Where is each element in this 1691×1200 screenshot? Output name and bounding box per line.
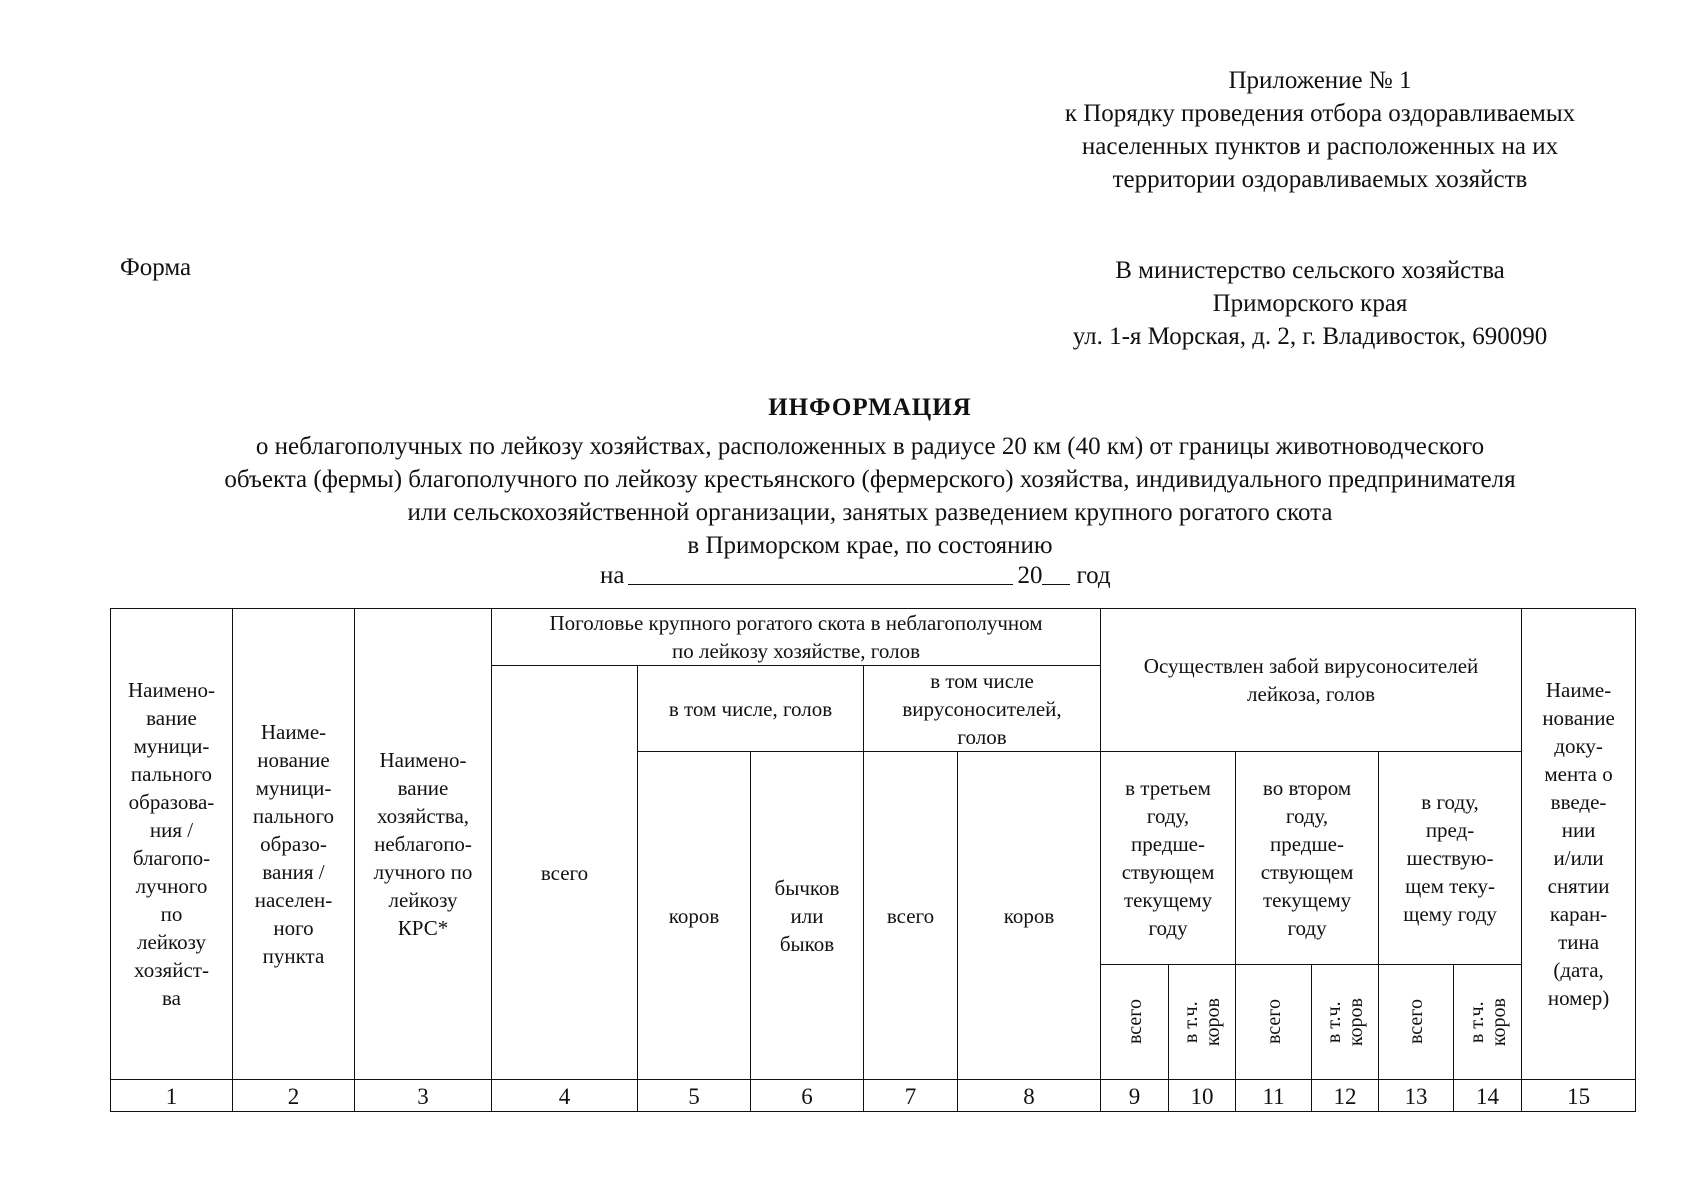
column-number-row <box>111 1080 1636 1112</box>
column-number: 5 <box>638 1080 751 1112</box>
info-table <box>110 608 1636 1112</box>
header-y1-cows: в т.ч. коров <box>1454 965 1522 1080</box>
appendix-line: Приложение № 1 <box>1228 67 1412 94</box>
date-year: 20 <box>1017 562 1043 589</box>
header-second-year: во втором году, предше- ствующем текущему году <box>1236 752 1379 965</box>
header-y2-cows: в т.ч. коров <box>1312 965 1379 1080</box>
column-number: 13 <box>1379 1080 1454 1112</box>
date-suffix: год <box>1076 562 1111 589</box>
header-cows: коров <box>638 752 751 1080</box>
subtitle-line: о неблагополучных по лейкозу хозяйствах, расположенных в радиусе 20 км (40 км) от границы животноводческого <box>255 433 1485 460</box>
header-slaughter-group: Осуществлен забой вирусоносителей лейкоза, голов <box>1101 609 1522 752</box>
header-third-year: в третьем году, предше- ствующем текущему году <box>1101 752 1236 965</box>
column-number: 9 <box>1101 1080 1169 1112</box>
header-y1-total: всего <box>1379 965 1454 1080</box>
column-number: 12 <box>1312 1080 1379 1112</box>
addressee-line: Приморского края <box>1212 290 1408 317</box>
column-number: 14 <box>1454 1080 1522 1112</box>
document-subtitle <box>100 430 1640 562</box>
header-bulls: бычков или быков <box>751 752 864 1080</box>
column-number: 2 <box>233 1080 355 1112</box>
header-y3-total: всего <box>1101 965 1169 1080</box>
column-number: 7 <box>864 1080 958 1112</box>
header-incl-carriers: в том числе вирусоносителей, голов <box>864 666 1101 752</box>
addressee <box>1020 254 1600 353</box>
header-carriers-cows: коров <box>958 752 1101 1080</box>
form-label: Форма <box>120 254 192 281</box>
appendix-line: территории оздоравливаемых хозяйств <box>1112 166 1528 193</box>
header-municipality-farm: Наимено- вание муници- пального образова- ния / благопо- лучного по лейкозу хозяйст- ва <box>111 609 233 1080</box>
appendix-line: к Порядку проведения отбора оздоравливаемых <box>1064 100 1576 127</box>
column-number: 10 <box>1169 1080 1236 1112</box>
column-number: 1 <box>111 1080 233 1112</box>
header-livestock-total: всего <box>492 666 638 1080</box>
column-number: 11 <box>1236 1080 1312 1112</box>
subtitle-line: или сельскохозяйственной организации, занятых разведением крупного рогатого скота <box>407 499 1333 526</box>
column-number: 15 <box>1522 1080 1636 1112</box>
date-prefix: на <box>600 562 625 589</box>
header-y3-cows: в т.ч. коров <box>1169 965 1236 1080</box>
date-line <box>600 562 1160 590</box>
subtitle-line: в Приморском крае, по состоянию <box>687 532 1053 559</box>
header-incl-heads: в том числе, голов <box>638 666 864 752</box>
header-carriers-total: всего <box>864 752 958 1080</box>
column-number: 4 <box>492 1080 638 1112</box>
year-blank[interactable] <box>1042 562 1070 585</box>
addressee-line: В министерство сельского хозяйства <box>1115 257 1505 284</box>
date-blank[interactable] <box>628 562 1013 585</box>
column-number: 8 <box>958 1080 1101 1112</box>
addressee-line: ул. 1-я Морская, д. 2, г. Владивосток, 690090 <box>1072 323 1548 350</box>
header-y2-total: всего <box>1236 965 1312 1080</box>
header-previous-year: в году, пред- шествую- щем теку- щему году <box>1379 752 1522 965</box>
column-number: 3 <box>355 1080 492 1112</box>
header-livestock-group: Поголовье крупного рогатого скота в неблагополучном по лейкозу хозяйстве, голов <box>492 609 1101 666</box>
column-number: 6 <box>751 1080 864 1112</box>
subtitle-line: объекта (фермы) благополучного по лейкозу крестьянского (фермерского) хозяйства, индивидуального предпринимателя <box>224 466 1516 493</box>
header-quarantine-doc: Наиме- нование доку- мента о введе- нии и/или снятии каран- тина (дата, номер) <box>1522 609 1636 1080</box>
appendix-line: населенных пунктов и расположенных на их <box>1081 133 1559 160</box>
header-municipality-settlement: Наиме- нование муници- пального образо- вания / населен- ного пункта <box>233 609 355 1080</box>
header-farm-name: Наимено- вание хозяйства, неблагопо- лучного по лейкозу КРС* <box>355 609 492 1080</box>
appendix-header <box>1000 64 1640 196</box>
document-title: ИНФОРМАЦИЯ <box>768 394 972 421</box>
